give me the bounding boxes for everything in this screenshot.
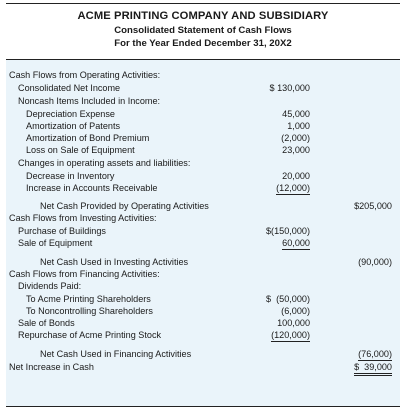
statement-line xyxy=(6,108,400,120)
line-label: Net Cash Provided by Operating Activities xyxy=(40,201,209,211)
line-label: Increase in Accounts Receivable xyxy=(26,183,158,193)
line-amount: (12,000) xyxy=(276,183,310,193)
line-label: Dividends Paid: xyxy=(18,281,82,291)
line-amount: $ (50,000) xyxy=(266,294,310,304)
line-amount: 100,000 xyxy=(277,318,310,328)
line-amount: $(150,000) xyxy=(266,226,310,236)
line-label: Consolidated Net Income xyxy=(18,83,121,93)
line-label: Sale of Equipment xyxy=(18,238,93,248)
line-label: To Acme Printing Shareholders xyxy=(26,294,151,304)
line-label: To Noncontrolling Shareholders xyxy=(26,306,153,316)
statement-title: Consolidated Statement of Cash Flows xyxy=(114,25,292,36)
statement-line xyxy=(6,170,400,182)
statement-line xyxy=(6,82,400,94)
line-amount: 60,000 xyxy=(282,238,310,248)
company-name: ACME PRINTING COMPANY AND SUBSIDIARY xyxy=(77,10,329,22)
line-label: Net Cash Used in Financing Activities xyxy=(40,349,192,359)
line-label: Noncash Items Included in Income: xyxy=(18,96,161,106)
line-label: Depreciation Expense xyxy=(26,109,115,119)
line-label: Decrease in Inventory xyxy=(26,171,115,181)
line-label: Repurchase of Acme Printing Stock xyxy=(18,330,162,340)
statement-line xyxy=(6,293,400,305)
line-total: $205,000 xyxy=(354,201,392,211)
line-label: Amortization of Patents xyxy=(26,121,121,131)
line-label: Net Increase in Cash xyxy=(9,362,94,372)
statement-header xyxy=(6,4,400,60)
statement-line xyxy=(6,200,400,212)
line-label: Cash Flows from Investing Activities: xyxy=(9,213,157,223)
statement-line xyxy=(6,212,400,224)
statement-line xyxy=(6,69,400,81)
statement-line xyxy=(6,268,400,280)
line-label: Cash Flows from Financing Activities: xyxy=(9,269,160,279)
statement-line xyxy=(6,132,400,144)
statement-line xyxy=(6,225,400,237)
statement-line xyxy=(6,317,400,329)
statement-line xyxy=(6,237,400,249)
line-label: Cash Flows from Operating Activities: xyxy=(9,70,161,80)
line-label: Amortization of Bond Premium xyxy=(26,133,150,143)
statement-line xyxy=(6,305,400,317)
line-label: Loss on Sale of Equipment xyxy=(26,145,135,155)
line-amount: $ 130,000 xyxy=(269,83,310,93)
statement-line xyxy=(6,348,400,360)
line-label: Sale of Bonds xyxy=(18,318,75,328)
line-total: (90,000) xyxy=(358,257,392,267)
line-amount: (6,000) xyxy=(281,306,310,316)
statement-line xyxy=(6,95,400,107)
line-amount: 23,000 xyxy=(282,145,310,155)
statement-line xyxy=(6,329,400,341)
statement-line xyxy=(6,182,400,194)
statement-line xyxy=(6,144,400,156)
statement-line xyxy=(6,256,400,268)
line-label: Purchase of Buildings xyxy=(18,226,106,236)
statement-line xyxy=(6,157,400,169)
statement-line xyxy=(6,280,400,292)
net-increase-total: $ 39,000 xyxy=(326,361,392,376)
statement-line xyxy=(6,361,400,373)
line-amount: 45,000 xyxy=(282,109,310,119)
line-amount: (2,000) xyxy=(281,133,310,143)
line-label: Changes in operating assets and liabilities: xyxy=(18,158,191,168)
line-amount: 1,000 xyxy=(287,121,310,131)
cash-flow-statement xyxy=(6,3,400,407)
line-amount: (120,000) xyxy=(271,330,310,340)
line-amount: 20,000 xyxy=(282,171,310,181)
statement-period: For the Year Ended December 31, 20X2 xyxy=(114,38,292,49)
line-label: Net Cash Used in Investing Activities xyxy=(40,257,189,267)
statement-line xyxy=(6,120,400,132)
line-total: (76,000) xyxy=(358,349,392,359)
